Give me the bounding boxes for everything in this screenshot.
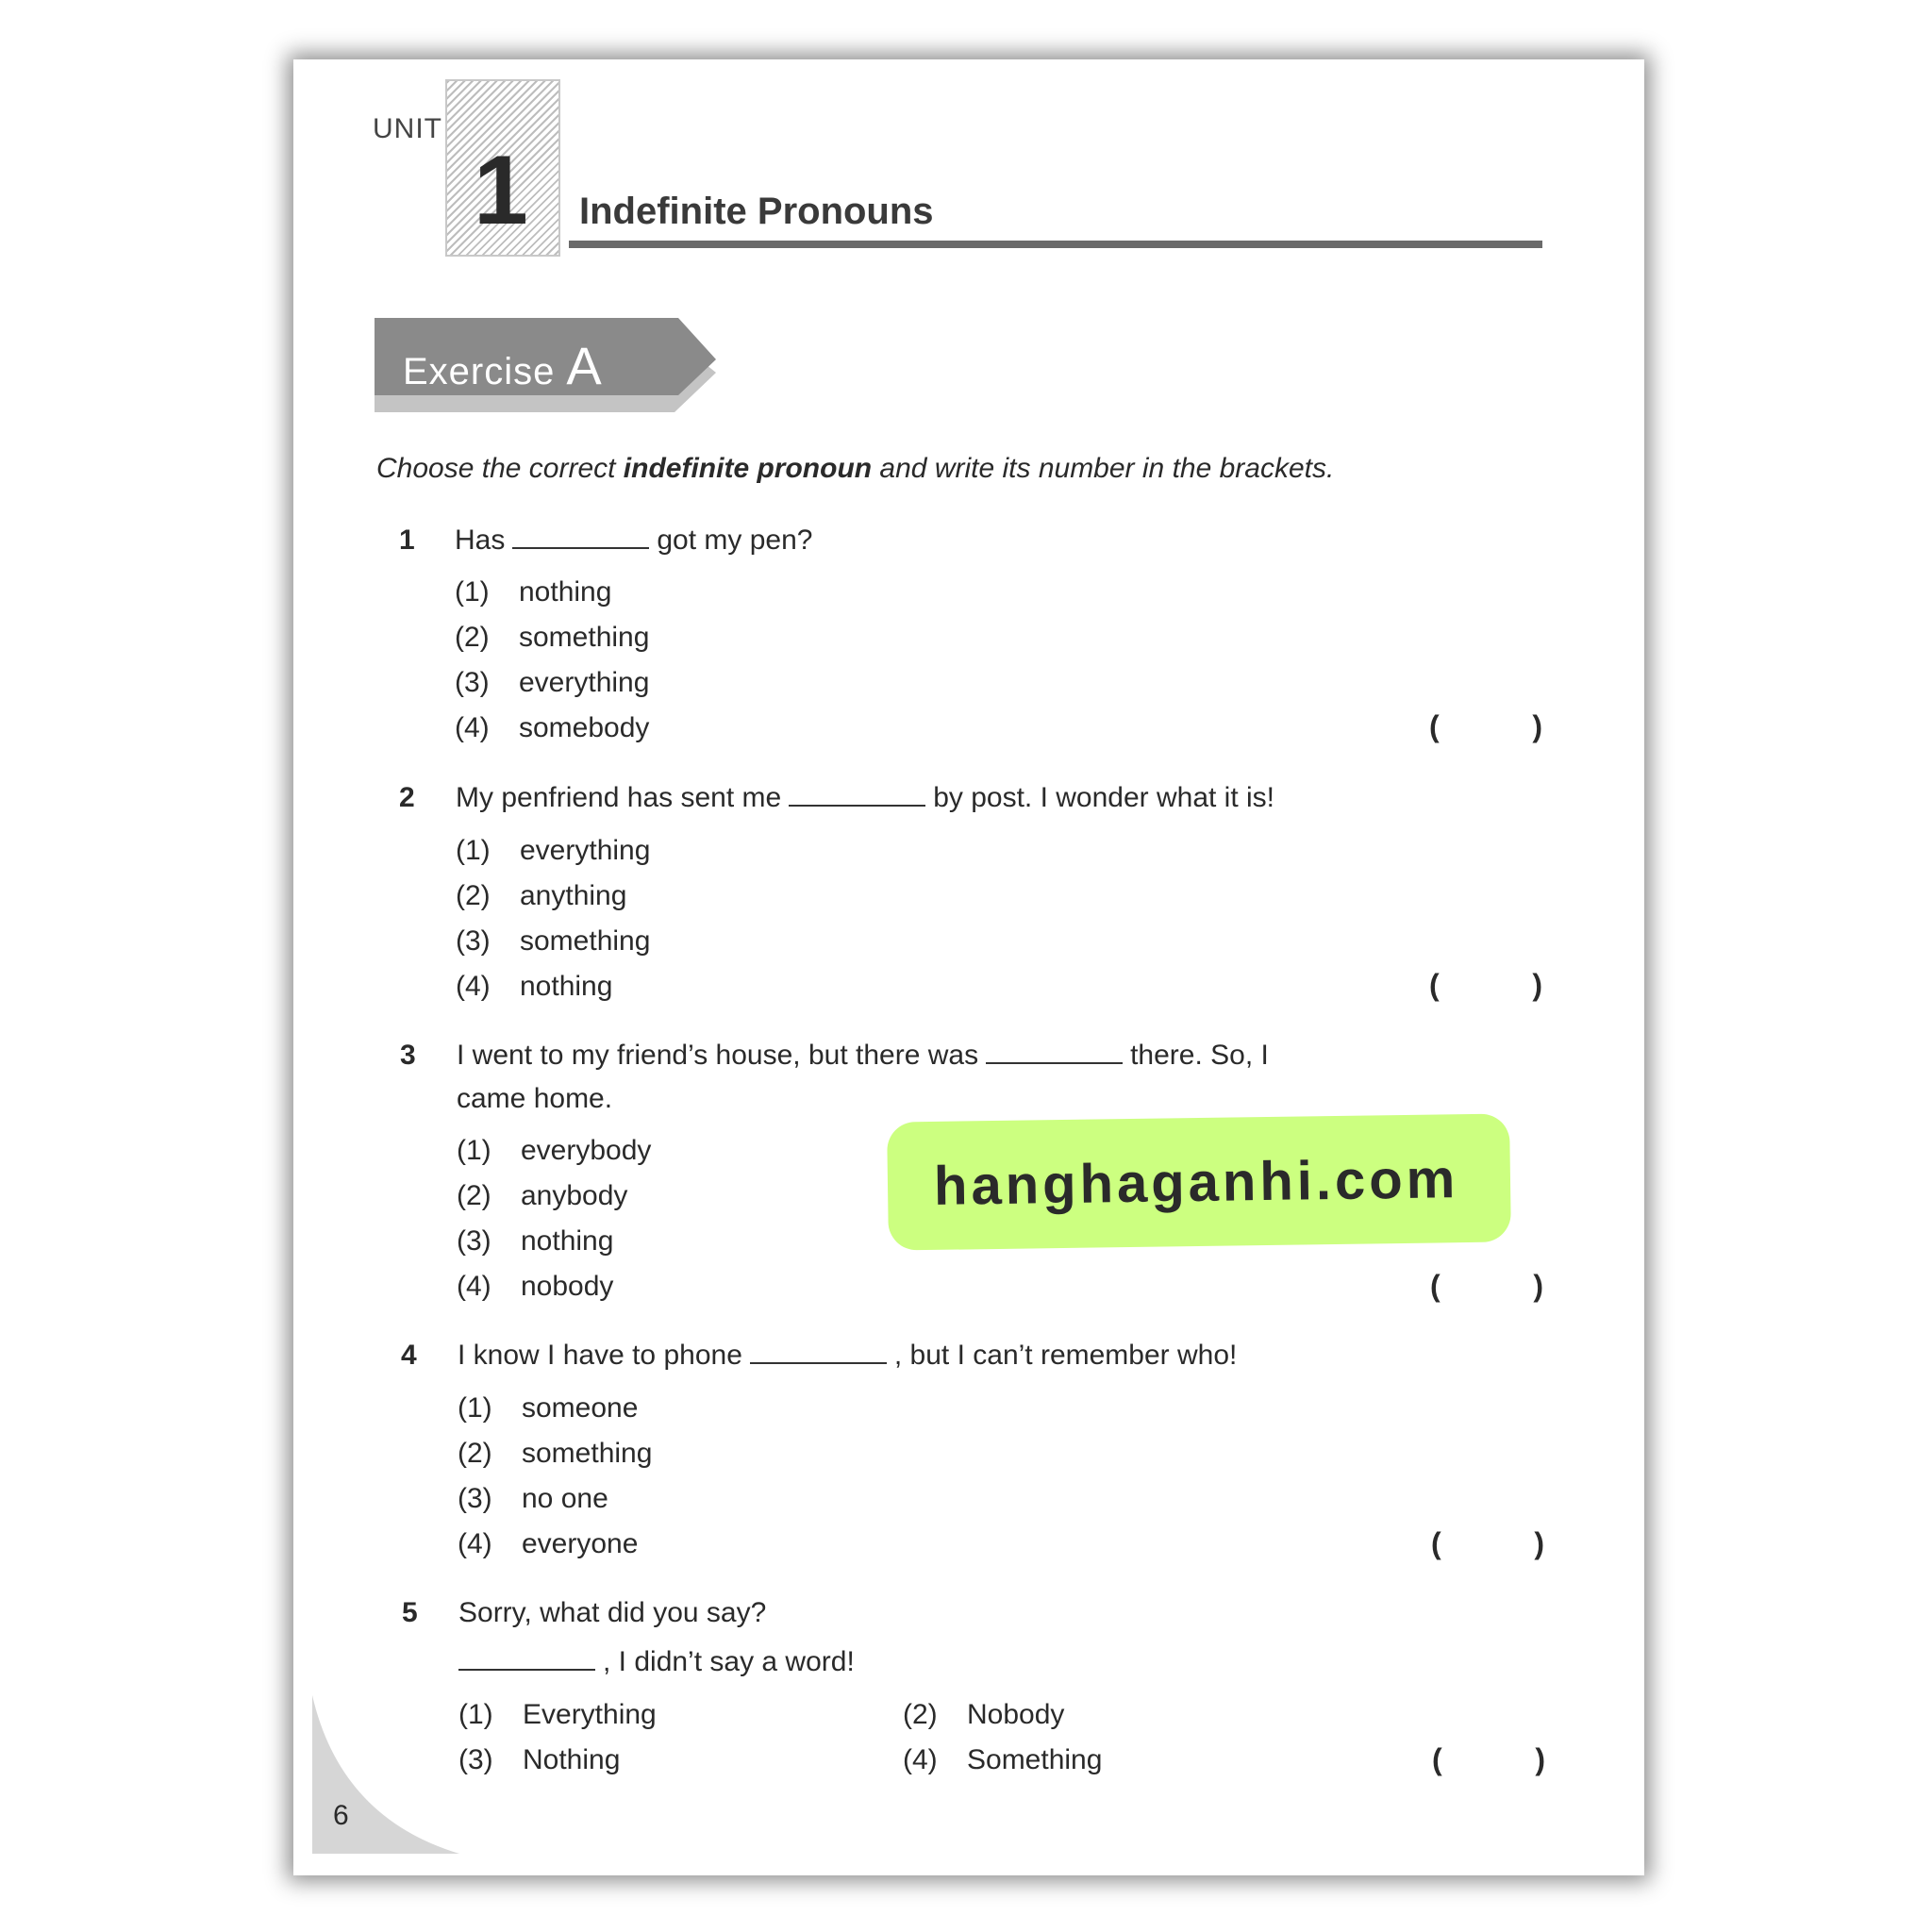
option-label: everything	[519, 667, 650, 698]
question-1-option-1	[455, 576, 611, 608]
bracket-open: (	[1429, 968, 1440, 1002]
option-label: nobody	[521, 1271, 614, 1302]
bracket-close: )	[1532, 968, 1542, 1002]
page-number: 6	[333, 1800, 349, 1831]
option-number: (4)	[458, 1528, 492, 1559]
question-4-option-3	[458, 1483, 608, 1515]
option-label: something	[522, 1438, 653, 1469]
option-label: nothing	[521, 1225, 614, 1257]
question-2-option-3	[456, 925, 650, 958]
question-3-number: 3	[400, 1040, 416, 1071]
bracket-close: )	[1534, 1526, 1544, 1560]
question-1-answer-brackets[interactable]	[1429, 709, 1542, 744]
option-label: anything	[520, 880, 627, 911]
question-3-text-after: there. So, I	[1130, 1040, 1269, 1071]
watermark-text: hanghaganhi.com	[933, 1148, 1459, 1217]
question-1-blank	[512, 546, 649, 549]
question-4-answer-brackets[interactable]	[1431, 1526, 1544, 1561]
question-5-number: 5	[402, 1597, 418, 1628]
bracket-close: )	[1532, 709, 1542, 743]
question-3-text	[457, 1040, 1269, 1072]
option-number: (1)	[458, 1699, 493, 1730]
question-5-text-line-2	[451, 1646, 855, 1678]
question-5-answer-brackets[interactable]	[1432, 1742, 1545, 1777]
option-number: (2)	[455, 622, 490, 653]
bracket-open: (	[1431, 1526, 1441, 1560]
exercise-letter: A	[566, 336, 603, 395]
option-label: someone	[522, 1392, 639, 1424]
question-1-number: 1	[399, 525, 415, 556]
option-number: (3)	[455, 667, 490, 698]
question-2-number: 2	[399, 782, 415, 813]
title-underline	[569, 241, 1542, 248]
question-4-option-2	[458, 1438, 652, 1470]
option-label: something	[519, 622, 650, 653]
question-4-option-1	[458, 1392, 638, 1424]
option-label: anybody	[521, 1180, 628, 1211]
option-label: nothing	[519, 576, 612, 608]
option-number: (3)	[456, 925, 491, 957]
unit-number: 1	[474, 136, 528, 245]
question-1-text	[455, 525, 812, 557]
question-1-text-after: got my pen?	[657, 525, 813, 556]
option-number: (1)	[455, 576, 490, 608]
exercise-label: Exercise	[403, 351, 556, 392]
option-label: Everything	[523, 1699, 657, 1730]
question-2-text-after: by post. I wonder what it is!	[933, 782, 1275, 813]
question-4-number: 4	[401, 1340, 417, 1371]
question-4-option-4	[458, 1528, 638, 1560]
option-number: (1)	[456, 835, 491, 866]
question-3-option-1	[457, 1135, 651, 1167]
bracket-open: (	[1429, 709, 1440, 743]
question-4-blank	[750, 1361, 887, 1364]
option-number: (4)	[457, 1271, 491, 1302]
option-number: (3)	[458, 1483, 492, 1514]
option-label: everything	[520, 835, 651, 866]
instruction-bold: indefinite pronoun	[623, 453, 873, 484]
option-number: (4)	[456, 971, 491, 1002]
option-number: (2)	[458, 1438, 492, 1469]
question-2-option-1	[456, 835, 650, 867]
option-label: everybody	[521, 1135, 652, 1166]
option-number: (2)	[903, 1699, 938, 1730]
option-number: (2)	[456, 880, 491, 911]
question-2-option-4	[456, 971, 612, 1003]
instruction	[376, 453, 1334, 485]
question-2-answer-brackets[interactable]	[1429, 968, 1542, 1003]
question-4-text	[458, 1340, 1237, 1372]
option-number: (3)	[457, 1225, 491, 1257]
question-3-option-2	[457, 1180, 627, 1212]
option-number: (4)	[903, 1744, 938, 1775]
instruction-end: and write its number in the brackets.	[872, 453, 1335, 484]
question-3-option-4	[457, 1271, 613, 1303]
option-label: something	[520, 925, 651, 957]
question-2-text	[456, 782, 1274, 814]
option-label: somebody	[519, 712, 650, 743]
question-2-blank	[789, 804, 925, 807]
option-label: Nothing	[523, 1744, 621, 1775]
option-label: nothing	[520, 971, 613, 1002]
bracket-close: )	[1533, 1269, 1543, 1303]
question-4-text-after: , but I can’t remember who!	[893, 1340, 1238, 1371]
option-label: everyone	[522, 1528, 639, 1559]
bracket-open: (	[1430, 1269, 1441, 1303]
question-2-option-2	[456, 880, 626, 912]
question-3-text-before: I went to my friend’s house, but there was	[457, 1040, 979, 1071]
question-1-option-4	[455, 712, 649, 744]
question-5-option-2	[903, 1699, 1064, 1731]
option-number: (3)	[458, 1744, 493, 1775]
option-label: Nobody	[967, 1699, 1065, 1730]
question-4-text-before: I know I have to phone	[458, 1340, 742, 1371]
option-number: (2)	[457, 1180, 491, 1211]
option-label: no one	[522, 1483, 608, 1514]
bracket-close: )	[1535, 1742, 1545, 1776]
question-5-option-3	[458, 1744, 620, 1776]
question-3-option-3	[457, 1225, 613, 1257]
unit-label: UNIT	[373, 113, 442, 144]
question-5-text-after: , I didn’t say a word!	[603, 1646, 855, 1677]
question-2-text-before: My penfriend has sent me	[456, 782, 782, 813]
question-3-text-line-2: came home.	[457, 1083, 613, 1114]
question-3-answer-brackets[interactable]	[1430, 1269, 1543, 1304]
question-5-option-1	[458, 1699, 657, 1731]
question-1-option-2	[455, 622, 649, 654]
question-3-blank	[986, 1061, 1123, 1064]
exercise-title	[403, 335, 603, 396]
bracket-open: (	[1432, 1742, 1442, 1776]
option-number: (1)	[458, 1392, 492, 1424]
question-1-text-before: Has	[455, 525, 506, 556]
question-1-option-3	[455, 667, 649, 699]
option-number: (1)	[457, 1135, 491, 1166]
unit-title: Indefinite Pronouns	[579, 191, 934, 232]
question-5-text-line-1: Sorry, what did you say?	[458, 1597, 767, 1628]
instruction-start: Choose the correct	[376, 453, 624, 484]
option-label: Something	[967, 1744, 1103, 1775]
option-number: (4)	[455, 712, 490, 743]
question-5-option-4	[903, 1744, 1102, 1776]
question-5-blank	[458, 1668, 595, 1671]
